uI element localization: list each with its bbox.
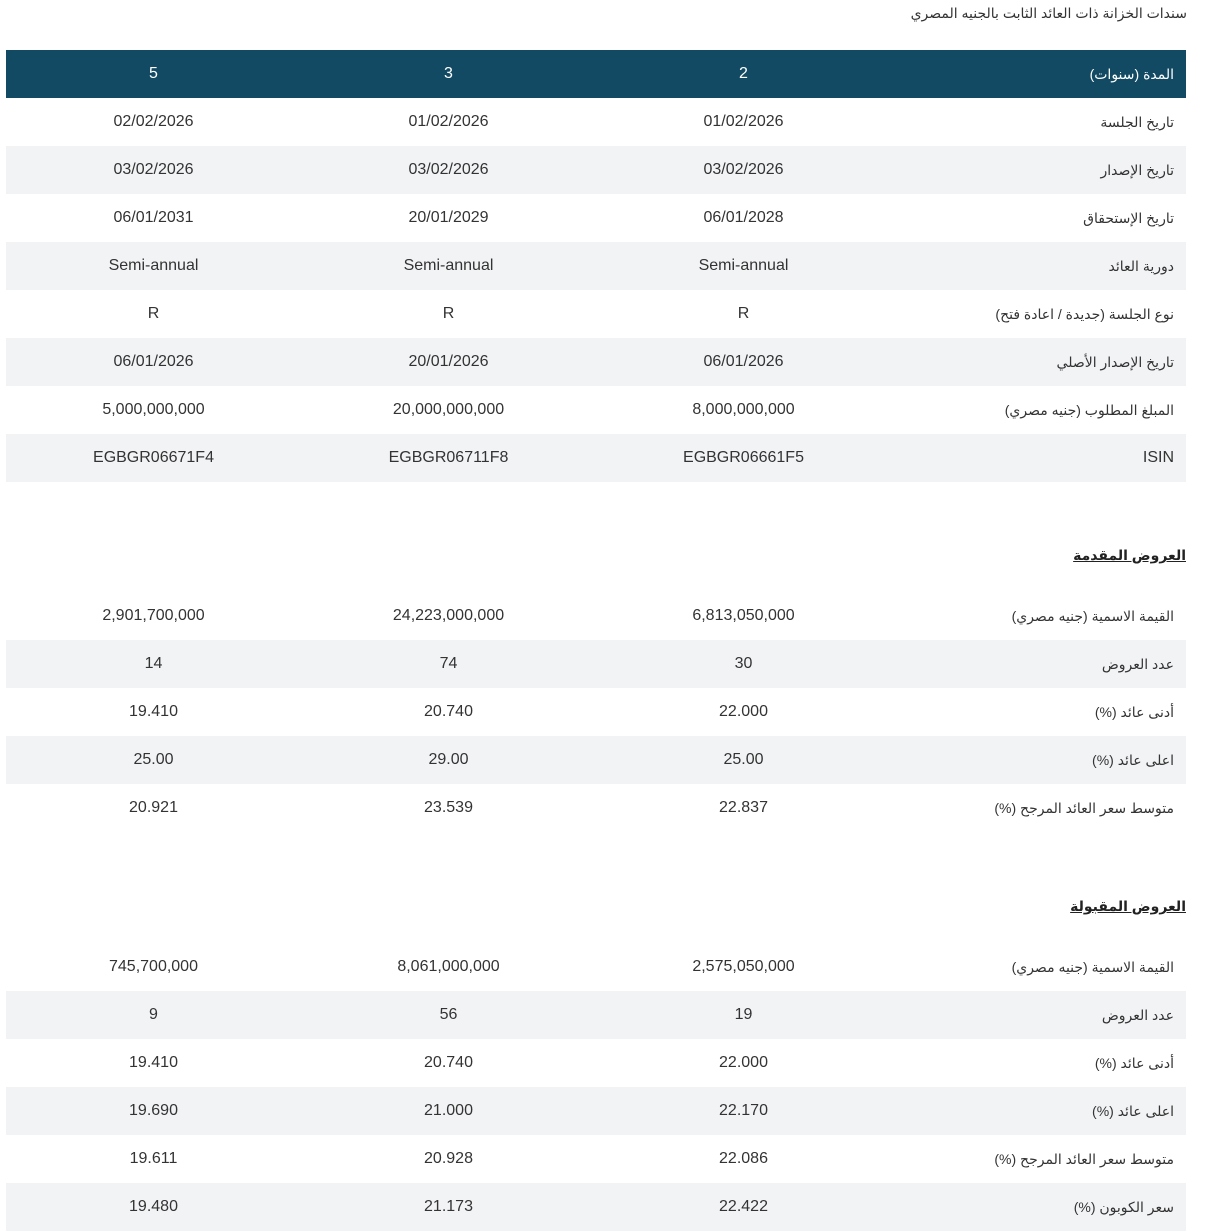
offers-submitted-table [6,592,1186,832]
table-row [6,434,1186,482]
cell-5y: 06/01/2026 [6,338,301,386]
row-label: تاريخ الإصدار الأصلي [891,338,1186,386]
table-row [6,98,1186,146]
tenor-2: 2 [596,50,891,98]
cell-5y: 5,000,000,000 [102,401,205,418]
cell-5y: 03/02/2026 [6,146,301,194]
cell-2y: 22.170 [596,1087,891,1135]
cell-3y: 21.000 [301,1087,596,1135]
table-row [6,592,1186,640]
cell-2y: 22.422 [596,1183,891,1231]
table-row [6,146,1186,194]
table-row [6,194,1186,242]
cell-3y: 21.173 [301,1183,596,1231]
row-label: المبلغ المطلوب (جنيه مصري) [1004,401,1174,418]
tenor-label: المدة (سنوات) [891,50,1186,98]
cell-5y: Semi-annual [6,242,301,290]
cell-2y: 01/02/2026 [703,113,784,130]
row-label: دورية العائد [891,242,1186,290]
row-label: تاريخ الإستحقاق [1083,209,1174,226]
cell-2y: 19 [596,991,891,1039]
table-row [6,1135,1186,1183]
table-row [6,290,1186,338]
cell-3y: 20.740 [424,703,473,720]
table-row [6,736,1186,784]
cell-5y: 9 [6,991,301,1039]
cell-5y: 19.611 [129,1150,178,1167]
cell-2y: 22.086 [719,1150,768,1167]
row-label: عدد العروض [891,991,1186,1039]
cell-5y: 20.921 [129,799,178,816]
cell-3y: Semi-annual [301,242,596,290]
cell-3y: 24,223,000,000 [392,607,505,624]
cell-2y: 03/02/2026 [596,146,891,194]
cell-2y: EGBGR06661F5 [596,434,891,482]
cell-2y: 2,575,050,000 [692,958,795,975]
table-row [6,640,1186,688]
row-label: القيمة الاسمية (جنيه مصري) [1011,607,1174,624]
cell-5y: 25.00 [6,736,301,784]
cell-5y: 2,901,700,000 [102,607,205,624]
cell-3y: 20/01/2026 [301,338,596,386]
table-row [6,1087,1186,1135]
cell-2y: 25.00 [596,736,891,784]
cell-2y: R [737,305,750,322]
row-label: أدنى عائد (%) [1094,1054,1174,1071]
cell-3y: 20,000,000,000 [392,401,505,418]
cell-5y: 745,700,000 [109,958,198,975]
row-label: عدد العروض [891,640,1186,688]
row-label: نوع الجلسة (جديدة / اعادة فتح) [995,305,1174,322]
table-row [6,991,1186,1039]
cell-2y: 06/01/2026 [596,338,891,386]
cell-5y: 19.690 [6,1087,301,1135]
table-row [6,1183,1186,1231]
row-label: متوسط سعر العائد المرجح (%) [994,1150,1174,1167]
table-row [6,1039,1186,1087]
offers-accepted-table [6,943,1186,1231]
row-label: القيمة الاسمية (جنيه مصري) [1011,958,1174,975]
table-row [6,943,1186,991]
cell-3y: 56 [301,991,596,1039]
row-label: تاريخ الإصدار [891,146,1186,194]
cell-2y: 22.000 [719,703,768,720]
cell-3y: 01/02/2026 [408,113,489,130]
row-label: تاريخ الجلسة [1100,113,1174,130]
cell-3y: 20/01/2029 [408,209,489,226]
cell-5y: 19.480 [6,1183,301,1231]
offers-accepted-title: العروض المقبولة [1070,898,1186,914]
cell-2y: 6,813,050,000 [692,607,795,624]
cell-3y: 8,061,000,000 [397,958,500,975]
table-row [6,784,1186,832]
offers-submitted-title: العروض المقدمة [1073,547,1186,563]
cell-3y: EGBGR06711F8 [301,434,596,482]
cell-3y: 20.740 [424,1054,473,1071]
cell-3y: 20.928 [424,1150,473,1167]
row-label: متوسط سعر العائد المرجح (%) [994,799,1174,816]
cell-3y: 23.539 [424,799,473,816]
table-row [6,242,1186,290]
page-title: سندات الخزانة ذات العائد الثابت بالجنيه المصري [910,5,1187,21]
cell-3y: R [442,305,455,322]
cell-5y: 02/02/2026 [113,113,194,130]
cell-2y: 22.000 [719,1054,768,1071]
cell-2y: 06/01/2028 [703,209,784,226]
cell-5y: 14 [6,640,301,688]
cell-3y: 29.00 [301,736,596,784]
cell-5y: 06/01/2031 [113,209,194,226]
tenor-3: 3 [301,50,596,98]
tenor-5: 5 [6,50,301,98]
row-label: سعر الكوبون (%) [891,1183,1186,1231]
row-label: اعلى عائد (%) [891,736,1186,784]
cell-3y: 03/02/2026 [301,146,596,194]
table-row [6,386,1186,434]
cell-2y: Semi-annual [596,242,891,290]
cell-2y: 8,000,000,000 [692,401,795,418]
table-row [6,338,1186,386]
bond-details-table [6,50,1186,482]
cell-3y: 74 [301,640,596,688]
cell-5y: R [147,305,160,322]
cell-5y: 19.410 [129,703,178,720]
row-label: أدنى عائد (%) [1094,703,1174,720]
table-header-row [6,50,1186,98]
table-row [6,688,1186,736]
row-label: اعلى عائد (%) [891,1087,1186,1135]
cell-2y: 22.837 [719,799,768,816]
cell-5y: 19.410 [129,1054,178,1071]
cell-2y: 30 [596,640,891,688]
cell-5y: EGBGR06671F4 [6,434,301,482]
row-label: ISIN [891,434,1186,482]
